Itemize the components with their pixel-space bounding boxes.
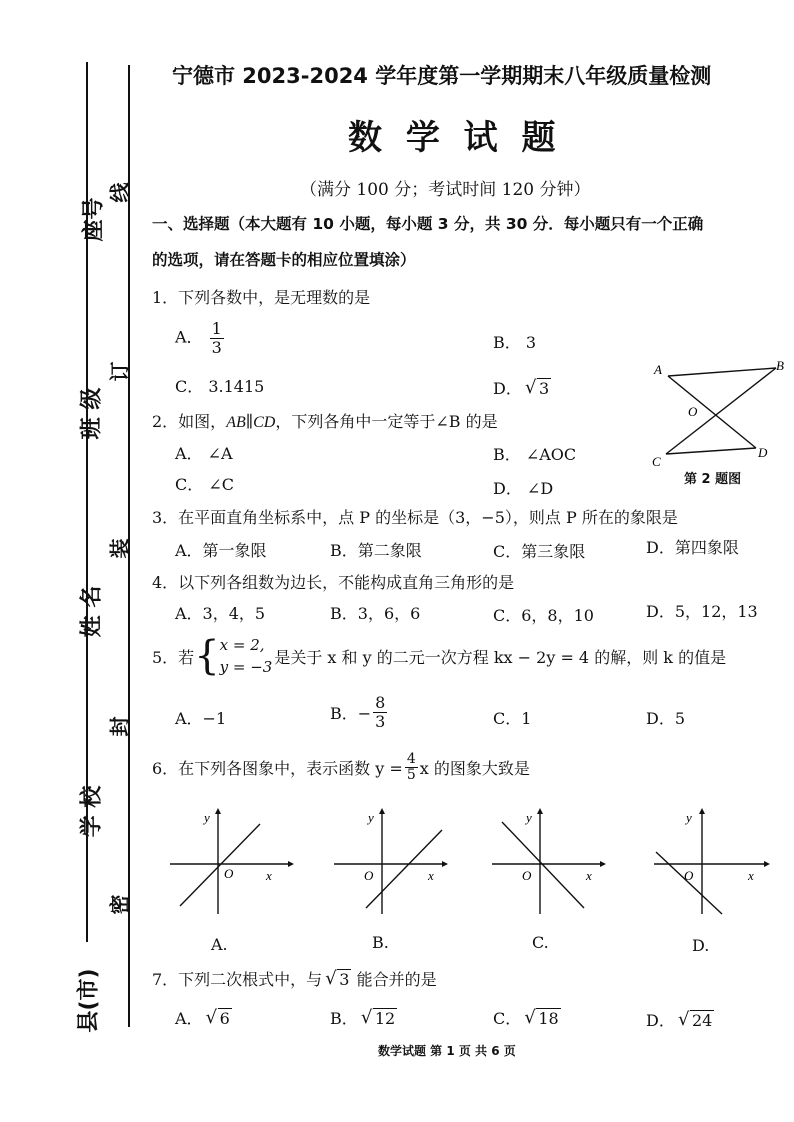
q6-a-function-line <box>180 824 260 906</box>
q2-figure <box>646 356 786 468</box>
subject-title: 数 学 试 题 <box>348 118 562 158</box>
q3-option-a: A．第一象限 <box>175 541 267 560</box>
q6-d-y-label: y <box>686 810 692 825</box>
q2-stem-post: ，下列各角中一定等于∠B 的是 <box>275 412 498 431</box>
q2-segment-ab <box>668 368 776 376</box>
q5-b-den: 3 <box>375 711 386 731</box>
q6-den: 5 <box>406 767 416 784</box>
q2-point-c: C <box>652 454 661 468</box>
q6-num: 4 <box>406 751 416 767</box>
q6-d-origin: O <box>684 868 694 883</box>
class-label: 班 级 <box>79 387 105 440</box>
q2-segment-ad <box>668 376 756 448</box>
q6-c-x-arrow <box>600 861 606 867</box>
q7-b-sqrt <box>363 1009 397 1028</box>
cut-mark-zhuang: 装 <box>107 538 132 559</box>
cut-mark-xian: 线 <box>107 182 132 203</box>
q5-b-fraction <box>373 694 387 730</box>
q6-b-x-label: x <box>428 868 434 883</box>
q6-d-y-arrow <box>699 808 705 814</box>
q6-label-c: C. <box>532 933 549 952</box>
q2-point-o: O <box>688 404 698 419</box>
q2-option-d: D． ∠D <box>493 479 554 498</box>
q5-b-label: B．− <box>330 703 372 723</box>
q6-graph-b <box>330 806 460 916</box>
q6-a-y-label: y <box>204 810 210 825</box>
q4-option-d: D．5，12，13 <box>646 602 758 621</box>
q7-a-label: A． <box>175 1009 203 1028</box>
q5-option-a: A．−1 <box>175 709 227 728</box>
q1-option-d <box>493 376 551 399</box>
cut-mark-mi: 密 <box>107 894 132 915</box>
q6-c-origin: O <box>522 868 532 883</box>
q1-a-label: A． <box>175 327 203 347</box>
q6-stem-post: x 的图象大致是 <box>419 759 530 779</box>
q2-point-d: D <box>758 445 768 460</box>
q7-option-c <box>493 1006 561 1029</box>
q6-graph-a <box>166 806 296 916</box>
q5-stem-post: 是关于 x 和 y 的二元一次方程 kx − 2y = 4 的解，则 k 的值是 <box>274 647 727 667</box>
q2-stem-math: AB∥CD <box>226 414 276 431</box>
q7-option-a <box>175 1006 232 1029</box>
q6-graph-c <box>488 806 618 916</box>
exam-info: （满分 100 分；考试时间 120 分钟） <box>300 180 591 200</box>
q3-option-d: D．第四象限 <box>646 538 739 557</box>
q6-a-x-label: x <box>266 868 272 883</box>
q2-point-a: A <box>654 362 662 377</box>
q1-option-a <box>175 320 226 356</box>
q5-b-num: 8 <box>375 693 386 712</box>
q6-b-y-label: y <box>368 810 374 825</box>
q5-stem <box>152 634 726 678</box>
page-footer: 数学试题 第 1 页 共 6 页 <box>378 1044 516 1058</box>
q6-d-x-arrow <box>764 861 770 867</box>
q1-d-sqrt <box>527 379 551 398</box>
q6-d-function-line <box>656 852 722 914</box>
cut-mark-feng: 封 <box>107 716 132 737</box>
q2-option-a: A． ∠A <box>175 444 233 463</box>
q6-c-y-label: y <box>526 810 532 825</box>
school-label: 学 校 <box>79 785 105 838</box>
q2-option-b: B． ∠AOC <box>493 445 577 464</box>
q7-a-rad: 6 <box>219 1009 230 1028</box>
q7-d-rad: 24 <box>691 1011 713 1030</box>
q6-c-function-line <box>502 822 584 908</box>
q4-option-a: A．3，4，5 <box>175 604 266 623</box>
q6-b-y-arrow <box>379 808 385 814</box>
q5-system-eq1: x = 2, <box>219 636 265 654</box>
q1-d-rad: 3 <box>538 379 550 398</box>
q6-fraction <box>405 752 418 784</box>
q2-segment-cd <box>666 448 756 454</box>
q1-option-c: C． 3.1415 <box>175 377 265 396</box>
q4-stem: 4．以下列各组数为边长，不能构成直角三角形的是 <box>152 573 515 592</box>
q7-c-sqrt <box>526 1009 560 1028</box>
q5-option-d: D．5 <box>646 709 686 728</box>
q1-d-label: D． <box>493 379 522 398</box>
q1-a-num: 1 <box>211 319 222 338</box>
q2-stem-pre: 2．如图， <box>152 412 227 431</box>
q7-d-label: D． <box>646 1011 675 1030</box>
q3-option-c: C．第三象限 <box>493 542 586 561</box>
q3-option-b: B．第二象限 <box>330 541 422 560</box>
q6-b-x-arrow <box>442 861 448 867</box>
q6-b-origin: O <box>364 868 374 883</box>
q6-a-x-arrow <box>288 861 294 867</box>
exam-title: 宁德市 2023-2024 学年度第一学期期末八年级质量检测 <box>172 64 712 88</box>
q7-stem-pre: 7．下列二次根式中，与 <box>152 970 323 989</box>
q6-a-origin: O <box>224 866 234 881</box>
q1-stem: 1．下列各数中，是无理数的是 <box>152 288 371 307</box>
q7-b-label: B． <box>330 1009 358 1028</box>
q2-figure-caption: 第 2 题图 <box>684 472 742 487</box>
q4-option-b: B．3，6，6 <box>330 604 421 623</box>
q1-option-b: B． 3 <box>493 333 537 352</box>
q5-option-b <box>330 694 389 730</box>
q7-stem-rad: 3 <box>339 970 350 989</box>
q6-c-y-arrow <box>537 808 543 814</box>
q4-option-c: C．6，8，10 <box>493 606 594 625</box>
q7-c-rad: 18 <box>538 1009 559 1028</box>
q6-label-b: B. <box>372 933 389 952</box>
q5-brace: { <box>194 633 220 679</box>
q6-a-y-arrow <box>215 808 221 814</box>
q6-d-x-label: x <box>748 868 754 883</box>
q7-b-rad: 12 <box>374 1009 396 1028</box>
cut-mark-ding: 订 <box>107 361 132 382</box>
q5-system <box>220 634 273 678</box>
q7-c-label: C． <box>493 1009 522 1028</box>
q3-stem: 3．在平面直角坐标系中，点 P 的坐标是（3，−5），则点 P 所在的象限是 <box>152 508 678 527</box>
q7-d-sqrt <box>680 1011 714 1030</box>
q2-stem <box>152 409 498 432</box>
q7-stem-sqrt <box>327 970 351 989</box>
section1-line1: 一、选择题（本大题有 10 小题，每小题 3 分，共 30 分．每小题只有一个正确 <box>152 215 704 233</box>
q2-segment-bc <box>666 368 776 454</box>
q2-point-b: B <box>776 358 784 373</box>
q6-graph-d <box>650 806 780 916</box>
county-label: 县(市) <box>76 968 102 1033</box>
name-label: 姓 名 <box>79 585 105 638</box>
q6-label-d: D. <box>692 936 710 955</box>
q5-stem-pre: 5．若 <box>152 647 195 667</box>
seat-number-label: 座号 <box>81 197 107 242</box>
q6-c-x-label: x <box>586 868 592 883</box>
q2-option-c: C． ∠C <box>175 475 234 494</box>
q1-a-fraction <box>210 320 224 356</box>
q7-stem-post: 能合并的是 <box>356 970 437 989</box>
q7-a-sqrt <box>208 1009 232 1028</box>
q5-system-eq2: y = −3 <box>219 658 273 676</box>
q7-stem <box>152 967 437 990</box>
q6-stem <box>152 752 530 784</box>
q7-option-d <box>646 1008 714 1031</box>
q5-option-c: C．1 <box>493 709 532 728</box>
q6-stem-pre: 6．在下列各图象中，表示函数 y = <box>152 759 403 779</box>
section1-line2: 的选项，请在答题卡的相应位置填涂） <box>152 251 416 269</box>
q1-a-den: 3 <box>211 337 222 357</box>
q6-label-a: A. <box>211 935 228 954</box>
q7-option-b <box>330 1006 397 1029</box>
